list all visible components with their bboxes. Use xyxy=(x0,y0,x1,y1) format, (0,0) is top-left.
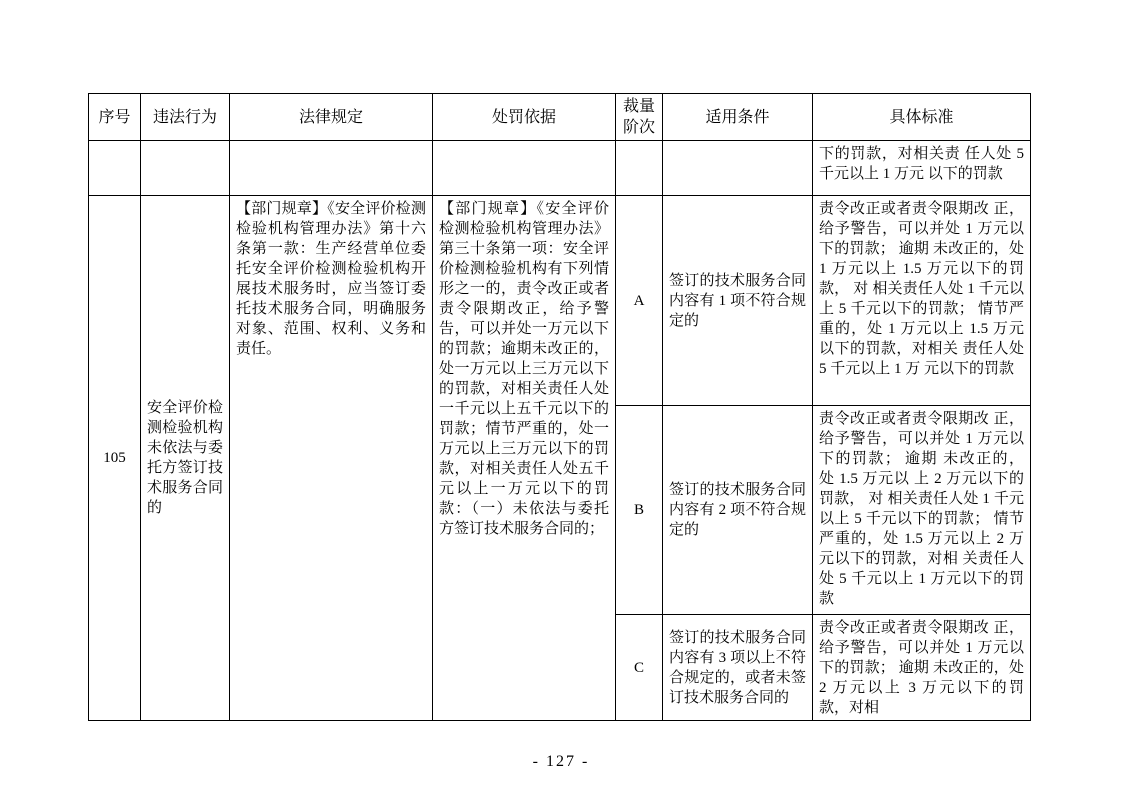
col-header-discretion-tier: 裁量阶次 xyxy=(616,94,663,141)
col-header-specific-standard: 具体标准 xyxy=(813,94,1031,141)
serial-cell: 105 xyxy=(89,196,141,721)
carryover-specific-standard-cell: 下的罚款，对相关责 任人处 5 千元以上 1 万元 以下的罚款 xyxy=(813,141,1031,196)
header-row xyxy=(89,94,1031,141)
legal-provision-cell: 【部门规章】《安全评价检测检验机构管理办法》第十六条第一款：生产经营单位委托安全评价检测检验机构开展技术服务时，应当签订委托技术服务合同，明确服务对象、范围、权利、义务和责任。 xyxy=(230,196,433,721)
tier-a-standard-cell: 责令改正或者责令限期改 正，给予警告，可以并处 1 万元以下的罚款； 逾期 未改正的，处 1 万元以上 1.5 万元以下的罚款， 对 相关责任人处 1 千元以上 5 千元以下的罚款； 情节严重的，处 1 万元以上 1.5 万元以下的罚款，对相关 责任人处 5 千元以上 1 万 元以下的罚款 xyxy=(813,196,1031,406)
carryover-serial-cell xyxy=(89,141,141,196)
carryover-violation-cell xyxy=(141,141,230,196)
tier-b-condition-cell: 签订的技术服务合同内容有 2 项不符合规定的 xyxy=(663,406,813,615)
row-105-tier-a xyxy=(89,196,1031,406)
tier-c-standard-cell: 责令改正或者责令限期改 正，给予警告，可以并处 1 万元以下的罚款； 逾期 未改正的，处 2 万元以上 3 万元以下的罚款，对相 xyxy=(813,615,1031,721)
tier-a-level-cell: A xyxy=(616,196,663,406)
col-header-violation: 违法行为 xyxy=(141,94,230,141)
col-header-serial: 序号 xyxy=(89,94,141,141)
tier-a-condition-cell: 签订的技术服务合同内容有 1 项不符合规定的 xyxy=(663,196,813,406)
col-header-applicable-condition: 适用条件 xyxy=(663,94,813,141)
page-number: - 127 - xyxy=(532,753,590,770)
tier-c-level-cell: C xyxy=(616,615,663,721)
carryover-row xyxy=(89,141,1031,196)
penalty-basis-cell: 【部门规章】《安全评价检测检验机构管理办法》第三十条第一项：安全评价检测检验机构有下列情形之一的，责令改正或者责令限期改正，给予警告，可以并处一万元以下的罚款；逾期未改正的，处一万元以上三万元以下的罚款，对相关责任人处一千元以上五千元以下的罚款；情节严重的，处一万元以上三万元以下的罚款，对相关责任人处五千元以上一万元以下的罚款：（一）未依法与委托方签订技术服务合同的； xyxy=(433,196,616,721)
carryover-tier-cell xyxy=(616,141,663,196)
carryover-legal-provision-cell xyxy=(230,141,433,196)
tier-b-standard-cell: 责令改正或者责令限期改 正，给予警告，可以并处 1 万元以下的罚款； 逾期 未改正的， 处 1.5 万元以 上 2 万元以下的罚款， 对 相关责任人处 1 千元以上 5 千元以下的罚款； 情节严重的，处 1.5 万元以上 2 万元以下的罚款，对相 关责任人处 5 千元以上 1 万元以下的罚款 xyxy=(813,406,1031,615)
tier-b-level-cell: B xyxy=(616,406,663,615)
col-header-penalty-basis: 处罚依据 xyxy=(433,94,616,141)
penalty-table xyxy=(88,93,1031,721)
col-header-legal-provision: 法律规定 xyxy=(230,94,433,141)
tier-c-condition-cell: 签订的技术服务合同内容有 3 项以上不符合规定的，或者未签订技术服务合同的 xyxy=(663,615,813,721)
violation-cell: 安全评价检测检验机构未依法与委托方签订技术服务合同的 xyxy=(141,196,230,721)
carryover-condition-cell xyxy=(663,141,813,196)
carryover-penalty-basis-cell xyxy=(433,141,616,196)
